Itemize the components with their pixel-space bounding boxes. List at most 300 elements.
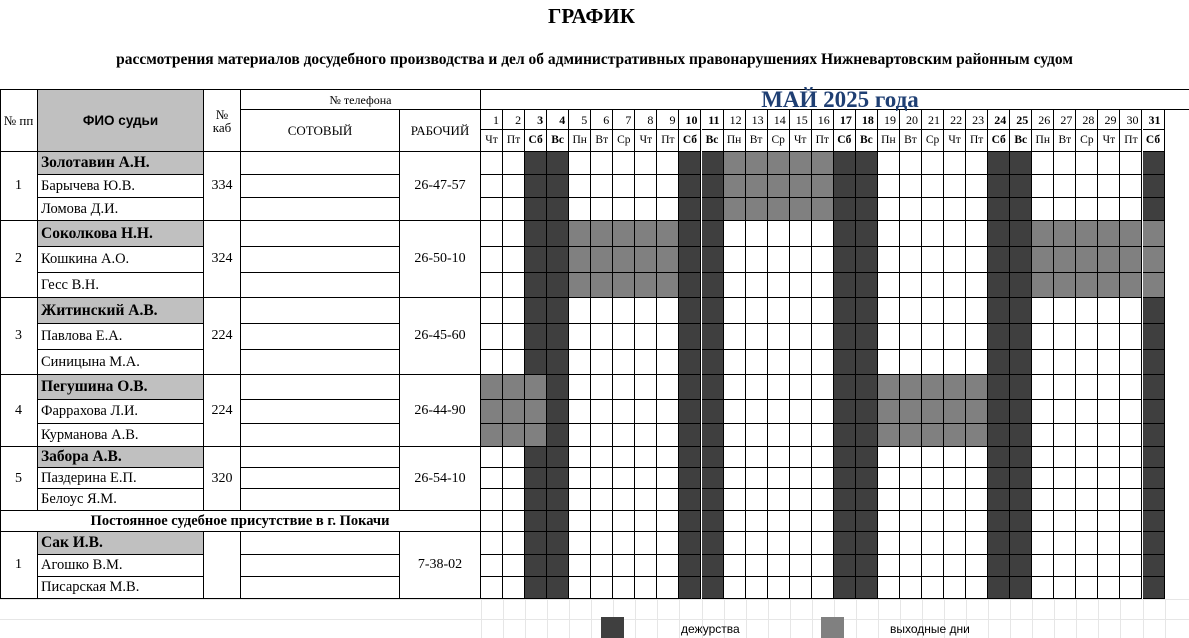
schedule-cell	[657, 468, 679, 489]
schedule-cell	[1098, 447, 1120, 468]
schedule-cell	[878, 375, 900, 400]
schedule-cell	[635, 350, 657, 375]
schedule-cell	[657, 152, 679, 175]
schedule-cell	[878, 555, 900, 577]
schedule-cell	[1032, 400, 1054, 424]
schedule-cell	[988, 221, 1010, 247]
schedule-cell	[569, 468, 591, 489]
sheet-gridline	[1032, 599, 1033, 638]
schedule-cell	[525, 247, 547, 273]
schedule-cell	[547, 273, 569, 298]
schedule-cell	[834, 247, 856, 273]
schedule-cell	[591, 247, 613, 273]
schedule-cell	[1054, 152, 1076, 175]
schedule-cell	[966, 447, 988, 468]
schedule-cell	[702, 447, 724, 468]
schedule-cell	[1120, 152, 1142, 175]
schedule-cell	[547, 447, 569, 468]
schedule-cell	[1143, 247, 1165, 273]
schedule-cell	[1098, 468, 1120, 489]
schedule-cell	[878, 324, 900, 350]
schedule-cell	[657, 175, 679, 198]
schedule-cell	[481, 175, 503, 198]
schedule-cell	[679, 400, 701, 424]
schedule-cell	[591, 400, 613, 424]
schedule-cell	[922, 221, 944, 247]
schedule-cell	[966, 577, 988, 599]
schedule-cell	[613, 577, 635, 599]
schedule-cell	[768, 350, 790, 375]
schedule-cell	[1120, 532, 1142, 555]
schedule-cell	[922, 375, 944, 400]
schedule-cell	[503, 468, 525, 489]
schedule-cell	[1010, 532, 1032, 555]
sheet-gridline	[679, 599, 680, 638]
schedule-cell	[768, 489, 790, 511]
day-weekday: Чт	[790, 130, 812, 152]
schedule-cell	[1143, 447, 1165, 468]
schedule-cell	[1076, 577, 1098, 599]
schedule-cell	[613, 221, 635, 247]
staff-name: Павлова Е.А.	[38, 324, 204, 350]
schedule-cell	[746, 198, 768, 221]
schedule-cell	[613, 489, 635, 511]
schedule-cell	[1120, 577, 1142, 599]
schedule-cell	[812, 532, 834, 555]
schedule-cell	[702, 555, 724, 577]
schedule-cell	[768, 577, 790, 599]
schedule-cell	[856, 273, 878, 298]
schedule-cell	[481, 400, 503, 424]
schedule-cell	[1098, 198, 1120, 221]
schedule-cell	[900, 350, 922, 375]
schedule-cell	[657, 424, 679, 447]
schedule-cell	[922, 247, 944, 273]
schedule-cell	[1120, 298, 1142, 324]
schedule-cell	[988, 468, 1010, 489]
schedule-cell	[702, 247, 724, 273]
schedule-cell	[900, 375, 922, 400]
schedule-cell	[966, 532, 988, 555]
schedule-cell	[569, 350, 591, 375]
schedule-cell	[944, 489, 966, 511]
schedule-cell	[988, 198, 1010, 221]
schedule-cell	[834, 489, 856, 511]
day-weekday: Сб	[1143, 130, 1165, 152]
schedule-cell	[922, 152, 944, 175]
day-weekday: Сб	[988, 130, 1010, 152]
schedule-cell	[503, 175, 525, 198]
schedule-cell	[702, 400, 724, 424]
sheet-gridline	[1098, 599, 1099, 638]
schedule-cell	[525, 400, 547, 424]
schedule-cell	[856, 489, 878, 511]
schedule-cell	[503, 273, 525, 298]
schedule-cell	[679, 198, 701, 221]
schedule-cell	[834, 198, 856, 221]
sheet-gridline	[591, 599, 592, 638]
schedule-cell	[1054, 375, 1076, 400]
schedule-cell	[679, 175, 701, 198]
schedule-cell	[635, 221, 657, 247]
schedule-cell	[966, 400, 988, 424]
schedule-cell	[856, 247, 878, 273]
schedule-cell	[702, 424, 724, 447]
schedule-cell	[503, 447, 525, 468]
month-title: МАЙ 2025 года	[761, 87, 919, 112]
day-number: 23	[966, 110, 988, 130]
row-number: 2	[0, 221, 38, 298]
day-weekday: Пн	[878, 130, 900, 152]
day-weekday: Пт	[812, 130, 834, 152]
schedule-cell	[1120, 400, 1142, 424]
schedule-cell	[922, 489, 944, 511]
schedule-cell	[1054, 350, 1076, 375]
schedule-cell	[657, 555, 679, 577]
schedule-cell	[1143, 298, 1165, 324]
schedule-cell	[834, 298, 856, 324]
schedule-cell	[547, 489, 569, 511]
schedule-cell	[1076, 375, 1098, 400]
schedule-cell	[966, 489, 988, 511]
schedule-cell	[966, 247, 988, 273]
schedule-cell	[988, 555, 1010, 577]
schedule-cell	[944, 577, 966, 599]
schedule-cell	[702, 375, 724, 400]
day-number: 31	[1143, 110, 1165, 130]
schedule-cell	[569, 324, 591, 350]
schedule-cell	[1143, 400, 1165, 424]
schedule-cell	[922, 424, 944, 447]
schedule-cell	[746, 298, 768, 324]
schedule-cell	[569, 298, 591, 324]
schedule-cell	[679, 424, 701, 447]
schedule-cell	[1054, 424, 1076, 447]
schedule-cell	[724, 555, 746, 577]
work-phone: 26-50-10	[400, 221, 481, 298]
schedule-cell	[613, 375, 635, 400]
schedule-cell	[613, 324, 635, 350]
schedule-cell	[1076, 221, 1098, 247]
schedule-cell	[1032, 532, 1054, 555]
schedule-cell	[834, 555, 856, 577]
schedule-cell	[768, 400, 790, 424]
schedule-cell	[812, 555, 834, 577]
schedule-cell	[724, 324, 746, 350]
sheet-gridline	[503, 599, 504, 638]
schedule-cell	[966, 375, 988, 400]
day-number: 26	[1032, 110, 1054, 130]
schedule-cell	[547, 221, 569, 247]
schedule-cell	[1143, 489, 1165, 511]
schedule-cell	[790, 324, 812, 350]
schedule-cell	[724, 247, 746, 273]
schedule-cell	[613, 298, 635, 324]
schedule-cell	[481, 532, 503, 555]
sheet-gridline	[878, 599, 879, 638]
schedule-cell	[679, 247, 701, 273]
schedule-cell	[724, 447, 746, 468]
schedule-cell	[525, 489, 547, 511]
schedule-cell	[724, 511, 746, 532]
sheet-gridline	[1165, 599, 1166, 638]
schedule-cell	[503, 489, 525, 511]
schedule-cell	[900, 468, 922, 489]
schedule-cell	[922, 532, 944, 555]
schedule-cell	[702, 221, 724, 247]
schedule-cell	[768, 532, 790, 555]
schedule-cell	[613, 247, 635, 273]
sheet-gridline	[856, 599, 857, 638]
day-weekday: Пт	[966, 130, 988, 152]
schedule-cell	[547, 298, 569, 324]
day-number: 22	[944, 110, 966, 130]
schedule-cell	[1010, 447, 1032, 468]
staff-name: Кошкина А.О.	[38, 247, 204, 273]
schedule-cell	[679, 511, 701, 532]
schedule-cell	[1010, 424, 1032, 447]
schedule-cell	[702, 577, 724, 599]
schedule-cell	[900, 511, 922, 532]
schedule-cell	[1032, 198, 1054, 221]
schedule-cell	[1098, 400, 1120, 424]
schedule-cell	[768, 175, 790, 198]
schedule-cell	[966, 555, 988, 577]
schedule-cell	[569, 555, 591, 577]
schedule-cell	[768, 555, 790, 577]
schedule-cell	[1010, 468, 1032, 489]
schedule-cell	[746, 324, 768, 350]
page-title: ГРАФИК	[548, 4, 635, 28]
schedule-cell	[481, 577, 503, 599]
schedule-cell	[1076, 447, 1098, 468]
schedule-cell	[944, 400, 966, 424]
schedule-cell	[481, 468, 503, 489]
schedule-cell	[966, 152, 988, 175]
day-number: 11	[702, 110, 724, 130]
column-header-phone: № телефона	[241, 89, 481, 110]
schedule-cell	[1054, 273, 1076, 298]
schedule-cell	[1032, 273, 1054, 298]
schedule-cell	[1120, 424, 1142, 447]
schedule-cell	[790, 152, 812, 175]
schedule-cell	[1076, 532, 1098, 555]
schedule-cell	[591, 555, 613, 577]
schedule-cell	[922, 198, 944, 221]
schedule-cell	[746, 511, 768, 532]
schedule-cell	[724, 273, 746, 298]
schedule-cell	[878, 298, 900, 324]
sheet-gridline	[812, 599, 813, 638]
schedule-cell	[790, 555, 812, 577]
schedule-cell	[635, 511, 657, 532]
schedule-cell	[944, 175, 966, 198]
schedule-cell	[1032, 175, 1054, 198]
schedule-cell	[724, 468, 746, 489]
schedule-cell	[922, 577, 944, 599]
schedule-cell	[481, 447, 503, 468]
sheet-gridline	[569, 599, 570, 638]
schedule-cell	[525, 511, 547, 532]
day-number: 20	[900, 110, 922, 130]
schedule-cell	[657, 247, 679, 273]
schedule-cell	[591, 424, 613, 447]
schedule-cell	[922, 273, 944, 298]
office-number: 334	[204, 152, 241, 221]
schedule-cell	[1120, 375, 1142, 400]
schedule-cell	[481, 247, 503, 273]
schedule-cell	[1054, 555, 1076, 577]
schedule-cell	[1098, 298, 1120, 324]
schedule-cell	[768, 152, 790, 175]
sheet-gridline	[768, 599, 769, 638]
schedule-cell	[569, 511, 591, 532]
schedule-cell	[944, 375, 966, 400]
schedule-cell	[746, 489, 768, 511]
schedule-cell	[988, 577, 1010, 599]
schedule-cell	[702, 489, 724, 511]
schedule-cell	[1010, 511, 1032, 532]
schedule-cell	[1010, 400, 1032, 424]
schedule-cell	[834, 424, 856, 447]
schedule-cell	[481, 273, 503, 298]
sheet-gridline	[746, 599, 747, 638]
schedule-cell	[1143, 350, 1165, 375]
schedule-cell	[856, 350, 878, 375]
schedule-cell	[856, 577, 878, 599]
schedule-cell	[525, 221, 547, 247]
schedule-cell	[1032, 468, 1054, 489]
schedule-cell	[525, 532, 547, 555]
day-number: 6	[591, 110, 613, 130]
staff-name: Гесс В.Н.	[38, 273, 204, 298]
schedule-cell	[856, 375, 878, 400]
schedule-cell	[988, 447, 1010, 468]
schedule-cell	[591, 447, 613, 468]
day-weekday: Вс	[547, 130, 569, 152]
schedule-cell	[944, 555, 966, 577]
schedule-cell	[812, 175, 834, 198]
day-number: 15	[790, 110, 812, 130]
day-number: 21	[922, 110, 944, 130]
schedule-cell	[613, 447, 635, 468]
staff-name: Синицына М.А.	[38, 350, 204, 375]
schedule-cell	[746, 273, 768, 298]
schedule-cell	[768, 468, 790, 489]
schedule-cell	[635, 175, 657, 198]
schedule-cell	[944, 198, 966, 221]
schedule-cell	[525, 152, 547, 175]
schedule-cell	[812, 324, 834, 350]
schedule-cell	[1120, 555, 1142, 577]
schedule-cell	[481, 324, 503, 350]
schedule-cell	[746, 400, 768, 424]
day-weekday: Сб	[834, 130, 856, 152]
sheet-gridline	[635, 599, 636, 638]
judge-name: Соколкова Н.Н.	[38, 221, 204, 247]
schedule-cell	[613, 175, 635, 198]
schedule-cell	[790, 447, 812, 468]
schedule-cell	[966, 298, 988, 324]
column-header-work: РАБОЧИЙ	[400, 110, 481, 152]
schedule-cell	[724, 424, 746, 447]
schedule-cell	[1143, 324, 1165, 350]
schedule-cell	[1032, 324, 1054, 350]
sheet-gridline	[547, 599, 548, 638]
column-header-no: № пп	[0, 89, 38, 152]
schedule-cell	[1032, 375, 1054, 400]
schedule-cell	[679, 273, 701, 298]
schedule-cell	[988, 511, 1010, 532]
mobile-phone-cell	[241, 400, 400, 424]
schedule-cell	[944, 298, 966, 324]
schedule-cell	[834, 577, 856, 599]
schedule-cell	[1143, 175, 1165, 198]
work-phone: 26-44-90	[400, 375, 481, 447]
day-number: 2	[503, 110, 525, 130]
schedule-cell	[1010, 555, 1032, 577]
office-number	[204, 532, 241, 599]
day-number: 24	[988, 110, 1010, 130]
row-number: 5	[0, 447, 38, 511]
work-phone: 26-47-57	[400, 152, 481, 221]
schedule-cell	[1032, 424, 1054, 447]
mobile-phone-cell	[241, 447, 400, 468]
schedule-cell	[591, 198, 613, 221]
schedule-cell	[834, 152, 856, 175]
schedule-cell	[834, 350, 856, 375]
schedule-cell	[569, 273, 591, 298]
page-subtitle: рассмотрения материалов досудебного производства и дел об административных правонарушениях Нижневартовским районным судом	[116, 51, 1073, 68]
schedule-cell	[878, 247, 900, 273]
schedule-cell	[569, 221, 591, 247]
schedule-cell	[944, 447, 966, 468]
table-left-border	[0, 89, 1, 599]
schedule-cell	[988, 532, 1010, 555]
day-weekday: Вс	[702, 130, 724, 152]
schedule-cell	[525, 324, 547, 350]
schedule-cell	[591, 152, 613, 175]
day-number: 16	[812, 110, 834, 130]
staff-name: Ломова Д.И.	[38, 198, 204, 221]
schedule-cell	[635, 468, 657, 489]
schedule-cell	[1143, 375, 1165, 400]
day-weekday: Вт	[591, 130, 613, 152]
staff-name: Агошко В.М.	[38, 555, 204, 577]
schedule-cell	[790, 175, 812, 198]
schedule-cell	[724, 375, 746, 400]
legend-duty-label: дежурства	[681, 622, 740, 636]
schedule-cell	[1143, 577, 1165, 599]
schedule-cell	[547, 511, 569, 532]
schedule-cell	[679, 489, 701, 511]
day-weekday: Сб	[679, 130, 701, 152]
schedule-cell	[1098, 511, 1120, 532]
schedule-cell	[856, 424, 878, 447]
schedule-cell	[1076, 489, 1098, 511]
day-number: 12	[724, 110, 746, 130]
schedule-cell	[768, 273, 790, 298]
schedule-cell	[525, 350, 547, 375]
schedule-cell	[944, 247, 966, 273]
schedule-cell	[746, 375, 768, 400]
mobile-phone-cell	[241, 175, 400, 198]
row-number: 4	[0, 375, 38, 447]
schedule-cell	[834, 468, 856, 489]
mobile-phone-cell	[241, 375, 400, 400]
schedule-cell	[547, 555, 569, 577]
schedule-cell	[613, 424, 635, 447]
